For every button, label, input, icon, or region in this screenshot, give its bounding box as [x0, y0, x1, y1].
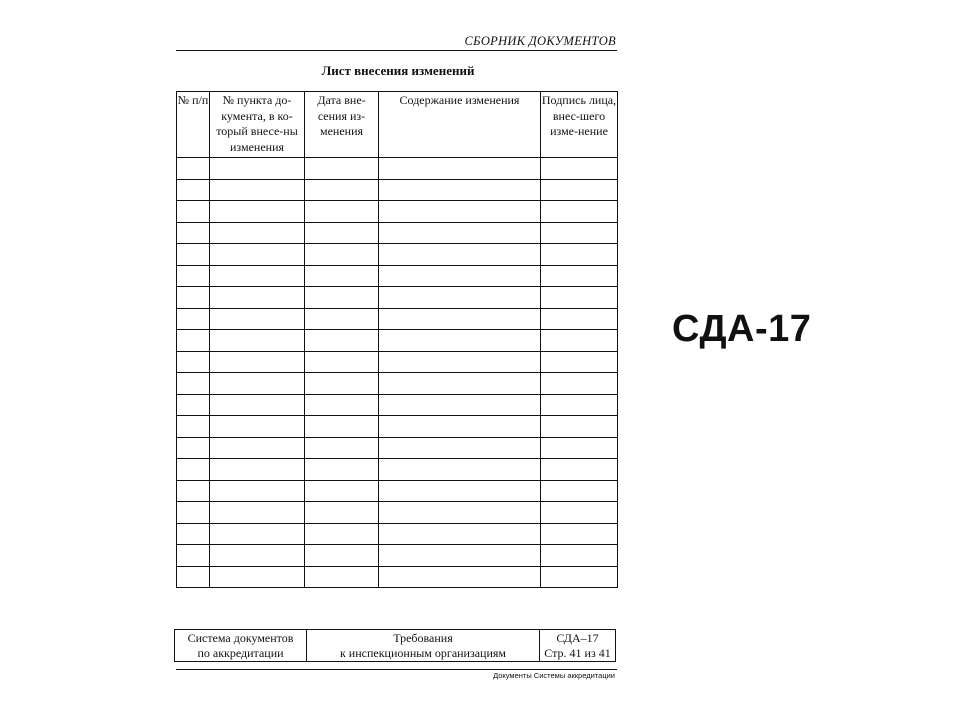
table-cell: [177, 351, 210, 373]
table-cell: [305, 222, 379, 244]
collection-header-title: СБОРНИК ДОКУМЕНТОВ: [464, 34, 616, 48]
footer-requirements-cell: [307, 630, 540, 662]
table-cell: [379, 179, 541, 201]
table-row: [177, 502, 618, 524]
table-cell: [541, 566, 618, 588]
table-cell: [210, 394, 305, 416]
column-header-number: № п/п: [177, 92, 210, 158]
table-cell: [177, 330, 210, 352]
table-cell: [379, 437, 541, 459]
table-cell: [379, 158, 541, 180]
table-cell: [541, 459, 618, 481]
table-cell: [210, 373, 305, 395]
footer-system-line1: Система документов: [187, 631, 294, 645]
table-row: [177, 566, 618, 588]
table-cell: [305, 244, 379, 266]
table-cell: [379, 265, 541, 287]
table-cell: [541, 480, 618, 502]
table-cell: [379, 330, 541, 352]
table-cell: [210, 502, 305, 524]
table-cell: [541, 416, 618, 438]
table-row: [177, 459, 618, 481]
table-cell: [177, 480, 210, 502]
table-cell: [177, 437, 210, 459]
table-cell: [541, 351, 618, 373]
table-cell: [177, 459, 210, 481]
table-cell: [379, 459, 541, 481]
table-row: [177, 201, 618, 223]
table-cell: [210, 566, 305, 588]
column-header-change-date: Дата вне-сения из-менения: [305, 92, 379, 158]
table-cell: [177, 566, 210, 588]
table-row: [177, 265, 618, 287]
table-cell: [379, 416, 541, 438]
table-row: [177, 244, 618, 266]
table-cell: [210, 222, 305, 244]
table-cell: [541, 545, 618, 567]
table-cell: [305, 523, 379, 545]
table-cell: [379, 502, 541, 524]
table-body: [177, 158, 618, 588]
table-cell: [210, 265, 305, 287]
column-header-change-content: Содержание изменения: [379, 92, 541, 158]
table-cell: [177, 287, 210, 309]
table-cell: [379, 244, 541, 266]
table-cell: [210, 179, 305, 201]
table-row: [177, 373, 618, 395]
table-cell: [210, 308, 305, 330]
table-header-row: [177, 92, 618, 158]
table-cell: [177, 308, 210, 330]
column-header-document-item: № пункта до-кумента, в ко-торый внесе-ны изменения: [210, 92, 305, 158]
sheet-title: Лист внесения изменений: [321, 63, 475, 78]
table-cell: [305, 351, 379, 373]
table-cell: [379, 545, 541, 567]
table-row: [177, 330, 618, 352]
table-cell: [305, 416, 379, 438]
footer-caption: Документы Системы аккредитации: [493, 671, 615, 680]
table-cell: [305, 330, 379, 352]
table-cell: [210, 244, 305, 266]
footer-code-cell: [540, 630, 616, 662]
table-cell: [305, 459, 379, 481]
table-cell: [379, 523, 541, 545]
table-cell: [305, 566, 379, 588]
table-cell: [210, 287, 305, 309]
table-row: [177, 523, 618, 545]
table-cell: [305, 545, 379, 567]
table-cell: [210, 201, 305, 223]
table-cell: [379, 222, 541, 244]
table-cell: [305, 437, 379, 459]
table-cell: [210, 351, 305, 373]
document-footer: [174, 629, 616, 662]
table-cell: [541, 287, 618, 309]
table-cell: [541, 502, 618, 524]
table-cell: [210, 459, 305, 481]
table-cell: [541, 330, 618, 352]
table-row: [177, 287, 618, 309]
table-cell: [541, 523, 618, 545]
table-cell: [541, 222, 618, 244]
column-header-signature: Подпись лица, внес-шего изме-нение: [541, 92, 618, 158]
table-cell: [379, 308, 541, 330]
table-cell: [177, 158, 210, 180]
table-cell: [305, 287, 379, 309]
table-cell: [177, 502, 210, 524]
table-cell: [210, 545, 305, 567]
table-cell: [379, 566, 541, 588]
table-cell: [541, 158, 618, 180]
table-cell: [541, 373, 618, 395]
table-cell: [210, 416, 305, 438]
footer-rule: [176, 669, 617, 670]
table-row: [177, 179, 618, 201]
table-cell: [305, 201, 379, 223]
table-cell: [379, 201, 541, 223]
table-cell: [210, 523, 305, 545]
table-cell: [305, 158, 379, 180]
table-cell: [305, 308, 379, 330]
table-cell: [379, 287, 541, 309]
footer-requirements-line2: к инспекционным организациям: [339, 646, 507, 660]
table-cell: [541, 201, 618, 223]
table-cell: [379, 351, 541, 373]
table-row: [177, 158, 618, 180]
table-cell: [177, 179, 210, 201]
table-row: [177, 545, 618, 567]
document-code-label: СДА-17: [672, 308, 812, 350]
table-cell: [541, 308, 618, 330]
table-cell: [210, 437, 305, 459]
table-cell: [541, 179, 618, 201]
table-cell: [379, 373, 541, 395]
table-row: [177, 437, 618, 459]
table-cell: [210, 330, 305, 352]
table-row: [177, 394, 618, 416]
table-cell: [210, 480, 305, 502]
table-cell: [177, 373, 210, 395]
table-cell: [305, 502, 379, 524]
table-cell: [177, 545, 210, 567]
changes-table: [176, 91, 618, 588]
table-cell: [210, 158, 305, 180]
table-cell: [177, 244, 210, 266]
table-cell: [177, 201, 210, 223]
footer-code-line1: СДА–17: [556, 631, 599, 645]
table-cell: [541, 437, 618, 459]
table-cell: [177, 265, 210, 287]
table-row: [177, 416, 618, 438]
table-cell: [305, 373, 379, 395]
table-cell: [541, 394, 618, 416]
footer-system-cell: [175, 630, 307, 662]
table-cell: [379, 394, 541, 416]
table-cell: [541, 265, 618, 287]
footer-system-line2: по аккредитации: [197, 646, 284, 660]
table-cell: [305, 179, 379, 201]
table-cell: [541, 244, 618, 266]
table-cell: [177, 222, 210, 244]
table-cell: [305, 265, 379, 287]
table-cell: [305, 394, 379, 416]
table-cell: [177, 416, 210, 438]
header-rule: [176, 50, 617, 51]
table-row: [177, 351, 618, 373]
table-row: [177, 222, 618, 244]
footer-code-line2: Стр. 41 из 41: [544, 646, 611, 660]
table-row: [177, 308, 618, 330]
table-cell: [177, 394, 210, 416]
footer-requirements-line1: Требования: [393, 631, 453, 645]
table-row: [177, 480, 618, 502]
table-cell: [177, 523, 210, 545]
table-cell: [379, 480, 541, 502]
table-cell: [305, 480, 379, 502]
